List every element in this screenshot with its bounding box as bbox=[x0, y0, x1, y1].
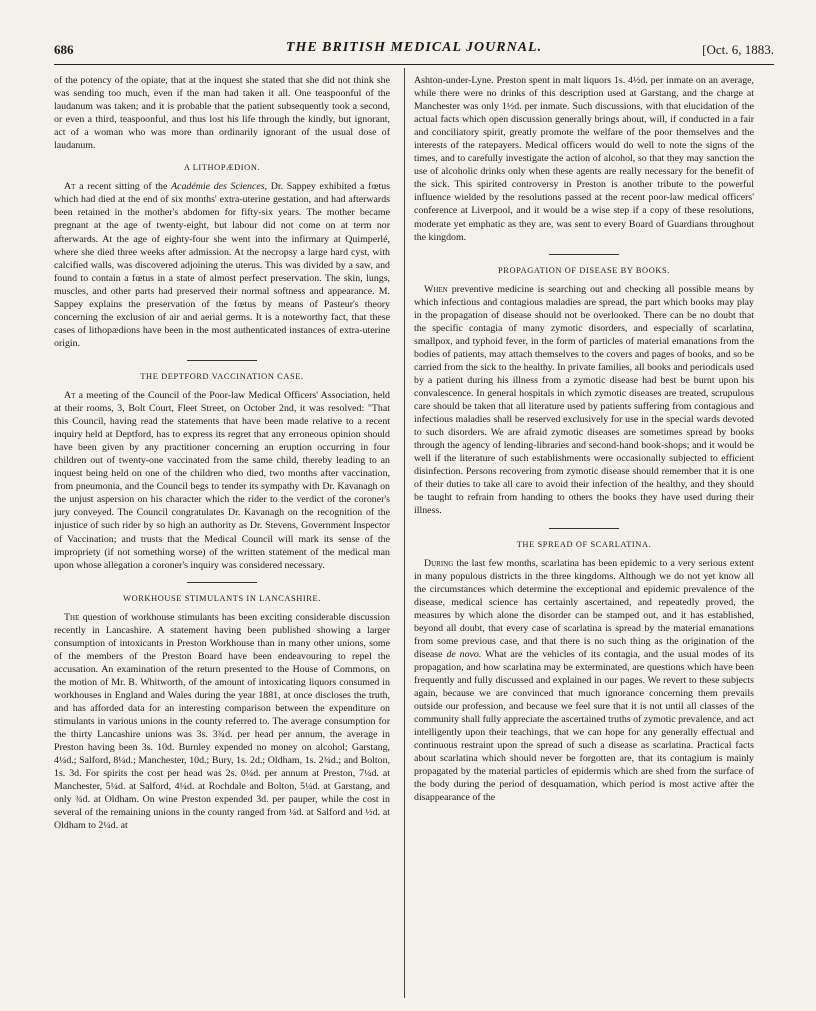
page-header bbox=[54, 40, 774, 62]
scarlatina-title: THE SPREAD OF SCARLATINA. bbox=[516, 539, 652, 549]
books-title: PROPAGATION OF DISEASE BY BOOKS. bbox=[498, 265, 670, 275]
workhouse-title: WORKHOUSE STIMULANTS IN LANCASHIRE. bbox=[123, 593, 321, 603]
deptford-body: At a meeting of the Council of the Poor-law Medical Officers' Association, held at their rooms, 3, Bolt Court, Fleet Street, on October 2nd, it was resolved: "That this Council, having read the statements that have been made relative to a recent inquiry held at Deptford, has to express its regret that any erroneous opinion should have been given by any practitioner concerning an eruption occurring in four children out of twenty-one vaccinated from the same child, thereby leading to an inquest being held on one of the children who died, two months after vaccination, from pneumonia, and the Council begs to tender its sympathy with Dr. Kavanagh on the unjust aspersion on his character which the rider to the verdict of the coroner's jury conveyed. The Council congratulates Dr. Kavanagh on the recognition of the injustice of such rider by so high an authority as Dr. Stevens, Government Inspector of Vaccination; and trusts that the Medical Council will mark its sense of the impropriety (if not something worse) of the written statement of the medical man upon whose allegation a coroner's inquiry was considered necessary. bbox=[54, 389, 390, 571]
header-rule bbox=[54, 64, 774, 65]
intro-paragraph: of the potency of the opiate, that at the inquest she stated that she did not think she was sending too much, even if the man had taken it all. One teaspoonful of the laudanum was taken; and it is probable that the patient subsequently took a second, or even a third, teaspoonful, and thus lost his life through the kindly, but ignorant, act of a woman who was more than ordinarily ignorant of the usual dose of laudanum. bbox=[54, 75, 390, 152]
journal-title: THE BRITISH MEDICAL JOURNAL. bbox=[285, 40, 543, 55]
deptford-title: THE DEPTFORD VACCINATION CASE. bbox=[140, 371, 304, 381]
lithopaedion-body: At a recent sitting of the Académie des Sciences, Dr. Sappey exhibited a fœtus which had died at the end of six months' extra-uterine gestation, and had afterwards been retained in the mother's abdomen for fifty-six years. The mother became pregnant at the age of twenty-eight, but labour did not come on at term nor afterwards. At the age of eighty-four she went into the infirmary at Quimperlé, where she died three weeks after admission. At the necropsy a large hard cyst, with calcified walls, was discovered adjoining the uterus. This was divided by a saw, and found to contain a fœtus in a state of almost perfect preservation. The skin, lungs, muscles, and other parts had preserved their normal softness and appearance. M. Sappey explains the preservation of the fœtus by means of Pasteur's theory concerning the exclusion of air and aerial germs. It is a noteworthy fact, that these cases of lithopædions have been in the most authenticated instances of extra-uterine origin. bbox=[54, 181, 390, 349]
workhouse-body: The question of workhouse stimulants has been exciting considerable discussion recently in Lancashire. A statement having been published showing a larger consumption of intoxicants in Preston Workhouse than in many other unions, some of the members of the Preston Board have been endeavouring to repel the accusation. An examination of the return presented to the House of Commons, on the motion of Mr. B. Whitworth, of the amount of intoxicating liquors consumed in workhouses in England and Wales during the year 1881, at once discloses the truth, and has afforded data for an interesting comparison between the expenditure on stimulants in various unions in the county referred to. The average consumption for the thirty Lancashire unions was 3s. 3¾d. per head per annum, the average in Preston having been 3s. 10d. Burnley expended no money on alcohol; Garstang, 4¼d.; Salford, 8¼d.; Manchester, 10d.; Bury, 1s. 2d.; Oldham, 1s. 2¾d.; and Bolton, 1s. 3d. For spirits the cost per head was 2s. 0¼d. per annum at Preston, 7¼d. at Manchester, 5¼d. at Salford, 4¼d. at Rochdale and Bolton, 5¼d. at Garstang, and only ¾d. at Oldham. On wine Preston expended 3d. per pauper, while the cost in several of the remaining unions in the county ranged from ¼d. at Salford and ½d. at Oldham to 2¼d. at bbox=[54, 611, 390, 832]
section-separator bbox=[187, 360, 257, 361]
left-column bbox=[54, 74, 390, 832]
section-separator bbox=[187, 582, 257, 583]
section-separator bbox=[549, 254, 619, 255]
page-number: 686 bbox=[54, 42, 74, 57]
section-separator bbox=[549, 528, 619, 529]
scarlatina-body: During the last few months, scarlatina has been epidemic to a very serious extent in many populous districts in the three kingdoms. Although we do not yet know all the circumstances which determine the exceptional and epidemic prevalence of the disease, medical science has certainly ascertained, and repeatedly proved, the measures by which alone the disorder can be stamped out, and it has established, beyond all doubt, that every case of scarlatina is spread by the material emanations from some previous case, and that there is no such thing as the origination of the disease de novo. What are the vehicles of its contagia, and the usual modes of its propagation, and how scarlatina may be exterminated, are questions which have been frequently and fully discussed and explained in our pages. We revert to these subjects again, because we are convinced that much ignorance concerning them prevails outside our profession, and because we feel sure that it is not until all classes of the community shall fully appreciate the ascertained truths of zymotic prevalence, and act intelligently upon their teachings, that we can hope for any generally effectual and continuous restraint upon the spread of such a disease as scarlatina. Practical facts about scarlatina which should never be forgotten are, that its contagium is mainly propagated by the material particles of epidermis which are shed from the surface of the body during the period of desquamation, which period is most active after the disappearance of the bbox=[414, 557, 755, 804]
books-body: When preventive medicine is searching out and checking all possible means by which infectious and contagious maladies are spread, the part which books may play in the propagation of disease should not be overlooked. There can be no doubt that the specific contagia of many zymotic disorders, and especially of scarlatina, smallpox, and typhoid fever, in the form of particles of material emanations from the bodies of patients, may attach themselves to the covers and pages of books, and so be carried from the sick to the healthy. In private families, all books and periodicals used by a patient during his illness from a zymotic disease had best be burnt upon his convalescence. In general hospitals in which zymotic diseases are treated, scrupulous care should be taken that all literature used by patients suffering from contagious and infectious maladies shall be reserved exclusively for use in the special wards devoted to such disorders. We are afraid zymotic diseases are sometimes spread by books through the agency of lending-libraries and second-hand book-shops; and it would be well if the literature of such establishments were occasionally subjected to efficient disinfection. Persons recovering from zymotic disease should remember that it is one of their duties to take all care to avoid their infection of the healthy, and they should be taught to refrain from handing to others the books they have used during their illness. bbox=[414, 283, 754, 517]
issue-date: [Oct. 6, 1883. bbox=[702, 42, 774, 57]
column-divider bbox=[404, 68, 405, 998]
right-column bbox=[414, 74, 754, 804]
workhouse-continuation: Ashton-under-Lyne. Preston spent in malt liquors 1s. 4½d. per inmate on an average, while there were no drinks of this description used at Garstang, and the charge at Manchester was only 1½d. per inmate. Such discussions, with that elucidation of the actual facts which open discussion generally brings about, will, if conducted in a fair and conciliatory spirit, greatly promote the welfare of the poor themselves and the interests of the ratepayers. Medical officers would do well to note the signs of the times, and to carefully investigate the action of alcohol, so that they may sanction the use of alcoholic drinks only when these agents are really necessary for the benefit of the sick. This spirited controversy in Preston is another tribute to the powerful influence wielded by the resolutions passed at the recent poor-law medical officers' conference at Liverpool, and it would be a wise step if a copy of these resolutions, moderate yet emphatic as they are, was sent to every Board of Guardians throughout the kingdom. bbox=[414, 75, 754, 243]
lithopaedion-title: A LITHOPÆDION. bbox=[183, 163, 261, 173]
